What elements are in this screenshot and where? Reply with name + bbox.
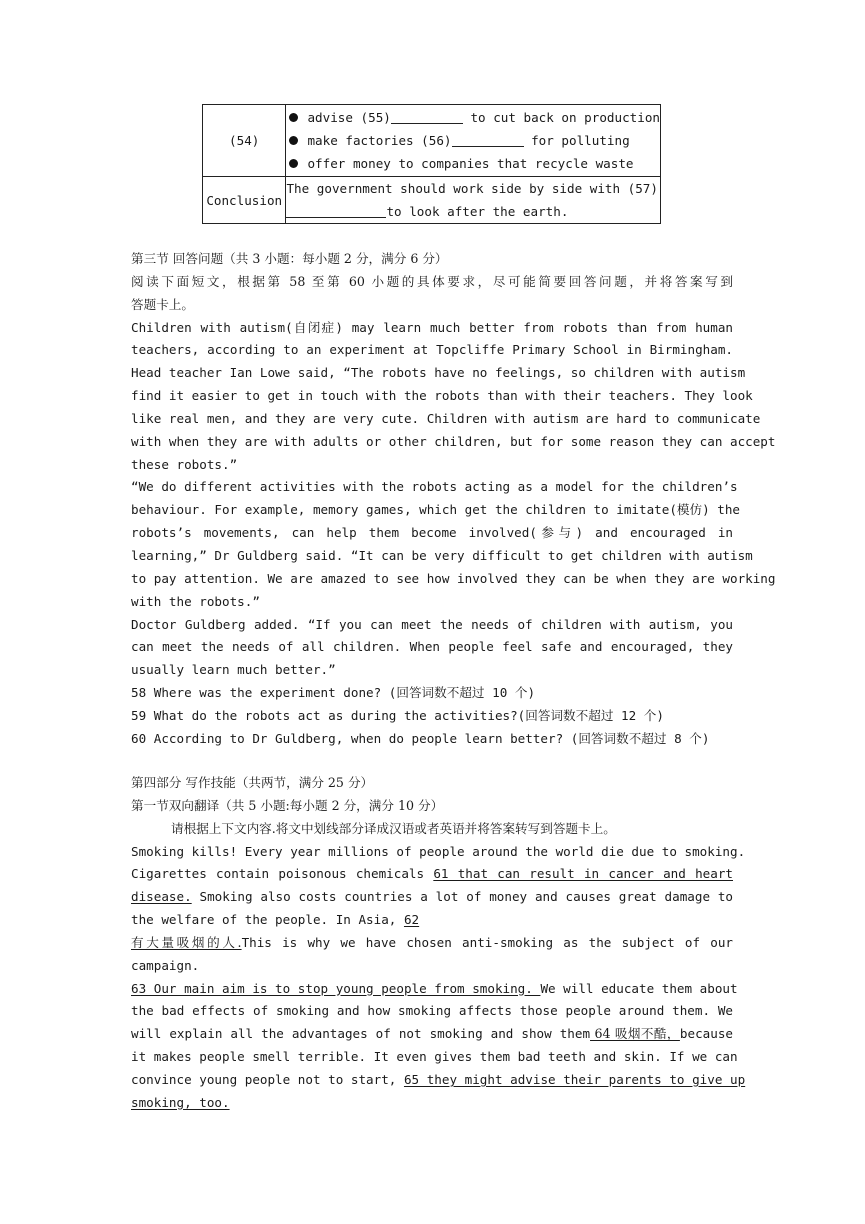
- passage-line: to pay attention. We are amazed to see how involved they can be when they are working: [131, 570, 776, 586]
- passage-line: campaign.: [131, 957, 200, 973]
- underlined-item-64: 64 吸烟不酷，: [590, 1026, 680, 1042]
- answer-blank-56: [452, 134, 524, 147]
- answer-blank-55: [391, 111, 463, 124]
- passage-line: will explain all the advantages of not smoking and show them 64 吸烟不酷，because: [131, 1026, 733, 1042]
- passage-line: find it easier to get in touch with the robots than with their teachers. They look: [131, 388, 753, 404]
- passage-line: like real men, and they are very cute. Children with autism are hard to communicate: [131, 410, 761, 426]
- passage-line: the bad effects of smoking and how smoking affects those people around them. We: [131, 1003, 733, 1019]
- row-label-conclusion: Conclusion: [203, 177, 286, 224]
- underlined-item-61: disease.: [131, 889, 192, 905]
- passage-line: robots’s movements, can help them become involved(参与) and encouraged in: [131, 525, 733, 541]
- passage-line: these robots.”: [131, 456, 238, 472]
- section-heading: 第三节 回答问题（共 3 小题：每小题 2 分，满分 6 分）: [131, 251, 448, 266]
- question-59: 59 What do the robots act as during the activities?(回答词数不超过 12 个): [131, 707, 664, 723]
- question-60: 60 According to Dr Guldberg, when do people learn better? (回答词数不超过 8 个): [131, 730, 710, 746]
- part-heading: 第四部分 写作技能（共两节，满分 25 分）: [131, 775, 374, 790]
- passage-line: the welfare of the people. In Asia, 62: [131, 912, 420, 928]
- instruction-line: 阅读下面短文，根据第 58 至第 60 小题的具体要求，尽可能简要回答问题，并将答案写到: [131, 273, 733, 289]
- passage-line: Smoking kills! Every year millions of people around the world die due to smoking.: [131, 843, 746, 859]
- passage-line: [131, 1092, 733, 1115]
- passage-line: “We do different activities with the robots acting as a model for the children’s: [131, 479, 738, 495]
- underlined-item-62: 62: [403, 912, 420, 928]
- part4-block: [131, 772, 746, 1115]
- bullet-icon: [289, 159, 298, 168]
- passage-line: it makes people smell terrible. It even gives them bad teeth and skin. If we can: [131, 1049, 738, 1065]
- passage-line: with the robots.”: [131, 593, 260, 609]
- conclusion-cell: The government should work side by side with (57) to look after the earth.: [286, 177, 661, 224]
- passage-line: 63 Our main aim is to stop young people from smoking. We will educate them about: [131, 980, 738, 996]
- instruction-line: 答题卡上。: [131, 296, 194, 312]
- passage-line: Head teacher Ian Lowe said, “The robots have no feelings, so children with autism: [131, 365, 746, 381]
- bullet-icon: [289, 136, 298, 145]
- question-58: 58 Where was the experiment done? (回答词数不超过 10 个): [131, 685, 536, 701]
- bullet-icon: [289, 113, 298, 122]
- passage-line: with when they are with adults or other children, but for some reason they can accept: [131, 433, 776, 449]
- bullet-item: offer money to companies that recycle waste: [286, 152, 660, 175]
- table-row: [203, 177, 661, 224]
- passage-line: usually learn much better.”: [131, 662, 336, 678]
- instruction-line: 请根据上下文内容.将文中划线部分译成汉语或者英语并将答案转写到答题卡上。: [171, 820, 616, 836]
- underlined-item-63: 63 Our main aim is to stop young people from smoking.: [131, 980, 541, 996]
- answer-blank-57: [286, 205, 386, 218]
- passage-line: can meet the needs of all children. When people feel safe and encouraged, they: [131, 639, 733, 655]
- underlined-item-65: smoking, too.: [131, 1094, 230, 1110]
- passage-line: Doctor Guldberg added. “If you can meet the needs of children with autism, you: [131, 616, 733, 632]
- passage-line: convince young people not to start, 65 they might advise their parents to give up: [131, 1071, 746, 1087]
- passage-line: behaviour. For example, memory games, which get the children to imitate(模仿) the: [131, 502, 741, 518]
- passage-line: learning,” Dr Guldberg said. “It can be very difficult to get children with autism: [131, 547, 753, 563]
- passage-line: Cigarettes contain poisonous chemicals 61 that can result in cancer and heart: [131, 866, 733, 882]
- bullet-item: make factories (56) for polluting: [286, 129, 660, 152]
- underlined-item-65: 65 they might advise their parents to give up: [403, 1071, 746, 1087]
- passage-line: Children with autism(自闭症) may learn much better from robots than from human: [131, 319, 733, 335]
- section3-block: [131, 248, 776, 751]
- underlined-item-61: 61 that can result in cancer and heart: [433, 866, 733, 882]
- row-label-54: (54): [203, 105, 286, 177]
- bullet-item: advise (55) to cut back on production: [286, 106, 660, 129]
- table-row: [203, 105, 661, 177]
- passage-line: disease. Smoking also costs countries a lot of money and causes great damage to: [131, 889, 733, 905]
- info-table: [202, 104, 661, 224]
- section-heading: 第一节双向翻译（共 5 小题:每小题 2 分，满分 10 分）: [131, 797, 444, 813]
- passage-line: 有大量吸烟的人.This is why we have chosen anti-smoking as the subject of our: [131, 934, 733, 950]
- measures-cell: [286, 105, 661, 177]
- passage-line: teachers, according to an experiment at Topcliffe Primary School in Birmingham.: [131, 342, 733, 358]
- underlined-item-62: 有大量吸烟的人.: [131, 934, 242, 950]
